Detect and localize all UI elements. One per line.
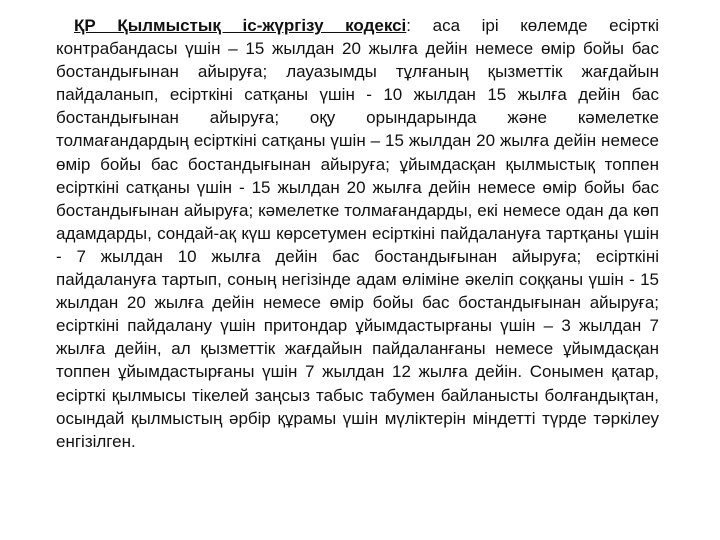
lead-colon: : bbox=[406, 16, 412, 35]
document-paragraph bbox=[56, 14, 659, 453]
lead-term: ҚР Қылмыстық іс-жүргізу кодексі bbox=[74, 16, 407, 35]
body-text: аса ірі көлемде есірткі контрабандасы үшін – 15 жылдан 20 жылға дейін немесе өмір бойы бас бостандығынан айыруға; лауазымды тұлғаның қызметтік жағдайын пайдаланып, есірткіні сатқаны үшін - 10 жылдан 15 жылға дейін бас бостандығынан айыруға; оқу орындарында және кәмелетке толмағандардың есірткіні сатқаны үшін – 15 жылдан 20 жылға дейін немесе өмір бойы бас бостандығынан айыруға; ұйымдасқан қылмыстық топпен есірткіні сатқаны үшін - 15 жылдан 20 жылға дейін немесе өмір бойы бас бостандығынан айыруға; кәмелетке толмағандарды, екі немесе одан да көп адамдарды, сондай-ақ күш көрсетумен есірткіні пайдалануға тартқаны үшін - 7 жылдан 10 жылға дейін бас бостандығынан айыруға; есірткіні пайдалануға тартып, соның негізінде адам өліміне әкеліп соққаны үшін - 15 жылдан 20 жылға дейін немесе өмір бойы бас бостандығынан айыруға; есірткіні пайдалану үшін притондар ұйымдастырғаны үшін – 3 жылдан 7 жылға дейін, ал қызметтік жағдайын пайдаланғаны немесе ұйымдасқан топпен ұйымдастырғаны үшін 7 жылдан 12 жылға дейін. Сонымен қатар, есірткі қылмысы тікелей заңсыз табыс табумен байланысты болғандықтан, осындай қылмыстың әрбір құрамы үшін мүліктерін міндетті түрде тәркілеу енгізілген. bbox=[56, 16, 659, 451]
